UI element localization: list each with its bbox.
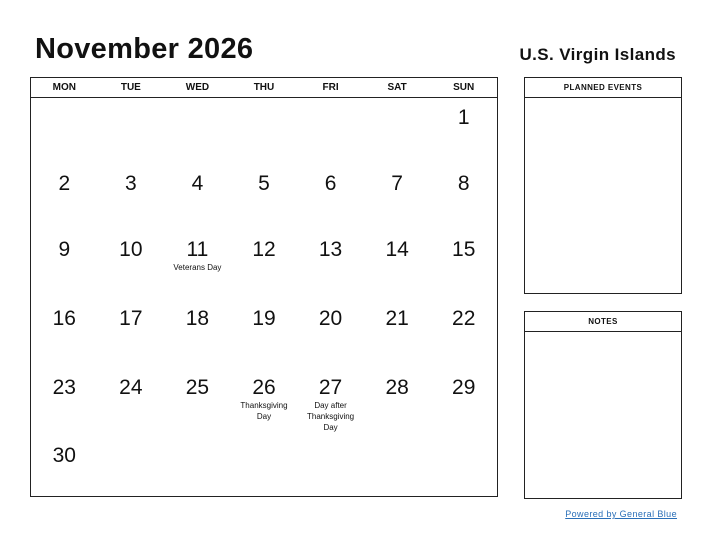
day-number: 6 <box>324 172 337 195</box>
empty-day-cell <box>164 98 231 164</box>
day-number: 23 <box>52 376 76 399</box>
day-number: 29 <box>452 376 476 399</box>
day-cell <box>164 368 231 436</box>
empty-day-cell <box>297 436 364 497</box>
powered-by-link[interactable]: Powered by General Blue <box>565 509 677 519</box>
empty-day-cell <box>98 98 165 164</box>
holiday-label: Day after Thanksgiving Day <box>306 401 355 432</box>
day-cell <box>31 230 98 299</box>
region-label: U.S. Virgin Islands <box>519 45 676 64</box>
day-number: 13 <box>318 238 343 261</box>
day-cell <box>98 299 165 368</box>
day-number: 19 <box>252 307 276 330</box>
day-number: 2 <box>58 172 71 195</box>
day-cell <box>31 299 98 368</box>
weekday-header: SUN <box>453 82 475 93</box>
day-cell <box>297 299 364 368</box>
day-number: 17 <box>119 307 143 330</box>
day-cell <box>231 368 298 436</box>
day-cell <box>364 299 431 368</box>
day-number: 14 <box>385 238 409 261</box>
day-grid <box>31 98 497 497</box>
day-number: 8 <box>457 172 470 195</box>
weekday-header: WED <box>185 82 210 93</box>
day-number: 11 <box>186 238 209 261</box>
day-number: 26 <box>252 376 276 399</box>
day-cell <box>430 368 497 436</box>
day-number: 3 <box>125 172 137 195</box>
day-cell <box>297 230 364 299</box>
day-number: 21 <box>385 307 409 330</box>
day-cell <box>231 164 298 230</box>
day-cell <box>31 368 98 436</box>
day-number: 16 <box>52 307 76 330</box>
weekday-header: TUE <box>120 82 141 93</box>
day-number: 24 <box>119 376 143 399</box>
day-cell <box>364 230 431 299</box>
weekday-header: MON <box>52 82 76 93</box>
day-number: 28 <box>385 376 409 399</box>
day-number: 5 <box>258 172 270 195</box>
empty-day-cell <box>231 98 298 164</box>
day-cell <box>430 230 497 299</box>
day-number: 4 <box>191 172 204 195</box>
empty-day-cell <box>231 436 298 497</box>
day-cell <box>31 164 98 230</box>
weekday-header-row <box>31 78 497 98</box>
weekday-header: FRI <box>322 82 339 93</box>
weekday-header: THU <box>253 82 275 93</box>
day-cell <box>164 230 231 299</box>
day-cell <box>297 164 364 230</box>
day-cell <box>98 230 165 299</box>
day-cell <box>430 164 497 230</box>
planned-events-heading: PLANNED EVENTS <box>525 78 681 98</box>
day-number: 25 <box>185 376 210 399</box>
page-title: November 2026 <box>35 33 254 65</box>
day-cell <box>98 164 165 230</box>
day-number: 9 <box>58 238 71 261</box>
month-calendar <box>30 77 498 497</box>
empty-day-cell <box>98 436 165 497</box>
empty-day-cell <box>430 436 497 497</box>
day-number: 12 <box>252 238 276 261</box>
day-number: 10 <box>119 238 143 261</box>
empty-day-cell <box>364 436 431 497</box>
empty-day-cell <box>31 98 98 164</box>
day-cell <box>231 299 298 368</box>
day-cell <box>297 368 364 436</box>
empty-day-cell <box>297 98 364 164</box>
day-number: 30 <box>52 444 76 467</box>
day-number: 27 <box>318 376 343 399</box>
day-number: 1 <box>457 106 470 129</box>
day-cell <box>98 368 165 436</box>
empty-day-cell <box>164 436 231 497</box>
day-number: 20 <box>318 307 343 330</box>
day-cell <box>364 164 431 230</box>
day-number: 7 <box>391 172 403 195</box>
planned-events-panel <box>524 77 682 294</box>
day-number: 22 <box>452 307 476 330</box>
notes-panel <box>524 311 682 499</box>
holiday-label: Thanksgiving Day <box>240 401 288 421</box>
day-number: 15 <box>452 238 476 261</box>
empty-day-cell <box>364 98 431 164</box>
day-cell <box>430 299 497 368</box>
day-cell <box>164 164 231 230</box>
day-cell <box>31 436 98 497</box>
day-number: 18 <box>185 307 210 330</box>
day-cell <box>231 230 298 299</box>
day-cell <box>164 299 231 368</box>
day-cell <box>430 98 497 164</box>
holiday-label: Veterans Day <box>173 263 222 272</box>
weekday-header: SAT <box>387 82 407 93</box>
day-cell <box>364 368 431 436</box>
notes-heading: NOTES <box>525 312 681 332</box>
